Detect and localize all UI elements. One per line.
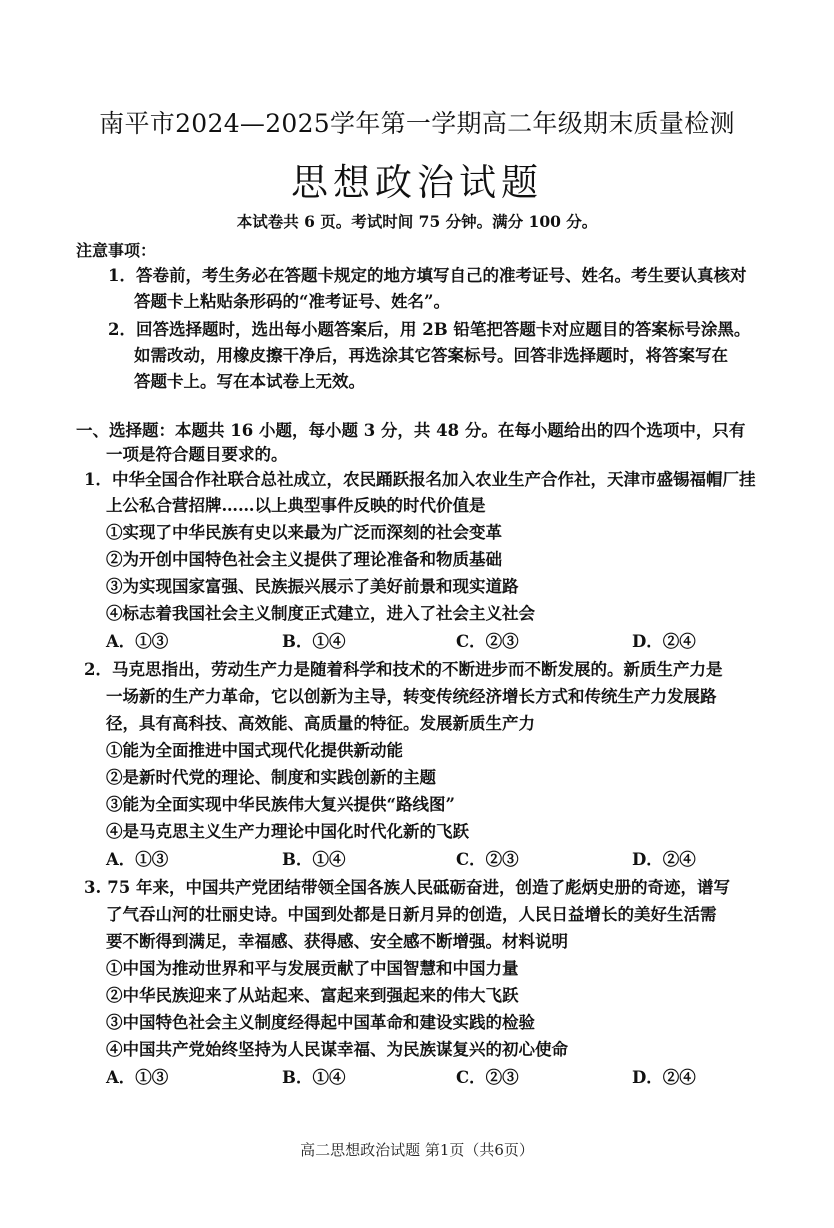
question-3-item: ③中国特色社会主义制度经得起中国革命和建设实践的检验 — [106, 1013, 535, 1032]
question-2-option-b: B．①④ — [282, 850, 346, 869]
question-1-item: ②为开创中国特色社会主义提供了理论准备和物质基础 — [106, 550, 502, 569]
question-1-stem-line-2: 上公私合营招牌……以上典型事件反映的时代价值是 — [106, 496, 486, 515]
note-2-line-3: 答题卡上。写在本试卷上无效。 — [134, 372, 365, 391]
subject-title: 思想政治试题 — [291, 161, 543, 204]
note-1-line-2: 答题卡上粘贴条形码的“准考证号、姓名”。 — [134, 292, 450, 311]
question-3-item: ④中国共产党始终坚持为人民谋幸福、为民族谋复兴的初心使命 — [106, 1040, 568, 1059]
question-1-option-b: B．①④ — [282, 632, 346, 651]
question-3-option-b: B．①④ — [282, 1068, 346, 1087]
section-heading-line-2: 一项是符合题目要求的。 — [106, 445, 288, 464]
note-number: 2． — [108, 320, 136, 339]
question-number: 2． — [84, 660, 112, 679]
question-2-item: ②是新时代党的理论、制度和实践创新的主题 — [106, 768, 436, 787]
question-2-stem — [84, 656, 722, 680]
question-text: 中华全国合作社联合总社成立，农民踊跃报名加入农业生产合作社，天津市盛锡福帽厂挂 — [111, 470, 756, 489]
question-2-stem-line-3: 径，具有高科技、高效能、高质量的特征。发展新质生产力 — [106, 714, 535, 733]
exam-info: 本试卷共 6 页。考试时间 75 分钟。满分 100 分。 — [236, 212, 598, 231]
question-number: 3. — [84, 878, 102, 897]
question-2-option-a: A．①③ — [106, 850, 169, 869]
question-3-item: ①中国为推动世界和平与发展贡献了中国智慧和中国力量 — [106, 959, 519, 978]
question-2-item: ③能为全面实现中华民族伟大复兴提供“路线图” — [106, 795, 455, 814]
question-3-option-a: A．①③ — [106, 1068, 169, 1087]
page-footer: 高二思想政治试题 第1页（共6页） — [300, 1141, 534, 1159]
question-3-stem-line-3: 要不断得到满足，幸福感、获得感、安全感不断增强。材料说明 — [106, 932, 568, 951]
exam-title: 南平市2024—2025学年第一学期高二年级期末质量检测 — [99, 109, 735, 138]
question-3-option-c: C．②③ — [456, 1068, 519, 1087]
question-2-option-d: D．②④ — [632, 850, 696, 869]
question-2-item: ①能为全面推进中国式现代化提供新动能 — [106, 741, 403, 760]
question-3-stem-line-2: 了气吞山河的壮丽史诗。中国到处都是日新月异的创造，人民日益增长的美好生活需 — [106, 905, 717, 924]
note-text: 答卷前，考生务必在答题卡规定的地方填写自己的准考证号、姓名。考生要认真核对 — [135, 266, 747, 285]
question-3-item: ②中华民族迎来了从站起来、富起来到强起来的伟大飞跃 — [106, 986, 519, 1005]
note-2-line — [108, 316, 750, 340]
question-3-option-d: D．②④ — [632, 1068, 696, 1087]
question-1-option-c: C．②③ — [456, 632, 519, 651]
question-1-stem — [84, 466, 755, 490]
question-text: 75 年来，中国共产党团结带领全国各族人民砥砺奋进，创造了彪炳史册的奇迹，谱写 — [107, 878, 730, 897]
note-text: 回答选择题时，选出每小题答案后，用 2B 铅笔把答题卡对应题目的答案标号涂黑。 — [135, 320, 751, 339]
question-1-option-d: D．②④ — [632, 632, 696, 651]
question-2-stem-line-2: 一场新的生产力革命，它以创新为主导，转变传统经济增长方式和传统生产力发展路 — [106, 687, 717, 706]
question-1-option-a: A．①③ — [106, 632, 169, 651]
question-number: 1． — [84, 470, 112, 489]
question-2-option-c: C．②③ — [456, 850, 519, 869]
question-3-stem — [84, 874, 730, 898]
question-1-item: ③为实现国家富强、民族振兴展示了美好前景和现实道路 — [106, 577, 519, 596]
note-number: 1． — [108, 266, 136, 285]
notes-heading: 注意事项： — [76, 241, 157, 260]
note-2-line-2: 如需改动，用橡皮擦干净后，再选涂其它答案标号。回答非选择题时，将答案写在 — [134, 346, 728, 365]
question-2-item: ④是马克思主义生产力理论中国化时代化新的飞跃 — [106, 822, 469, 841]
question-text: 马克思指出，劳动生产力是随着科学和技术的不断进步而不断发展的。新质生产力是 — [111, 660, 723, 679]
note-1-line — [108, 262, 746, 286]
question-1-item: ④标志着我国社会主义制度正式建立，进入了社会主义社会 — [106, 604, 535, 623]
section-heading: 一、选择题：本题共 16 小题，每小题 3 分，共 48 分。在每小题给出的四个选项中，只有 — [76, 421, 746, 440]
question-1-item: ①实现了中华民族有史以来最为广泛而深刻的社会变革 — [106, 523, 502, 542]
